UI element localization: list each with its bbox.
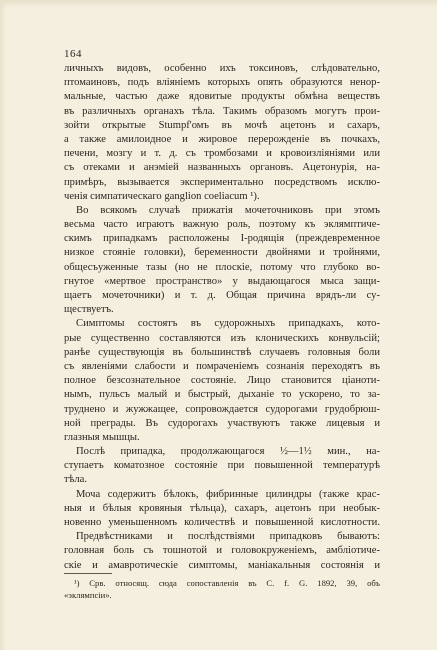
text-line: нымъ, пульсъ малый и быстрый, дыханіе то ускорено, то за- [64, 389, 380, 401]
footnote-line: «эклямпсіи». [64, 589, 112, 600]
text-line: Предвѣстниками и послѣдствіями припадковъ бываютъ: [76, 531, 380, 543]
text-line: низкое стояніе головки), беременности двойнями и тройнями, [64, 247, 380, 259]
text-line: ныя и бѣлыя кровяныя тѣльца), сахаръ, ацетонъ при необык- [64, 502, 380, 514]
text-line: личныхъ видовъ, особенно ихъ токсиновъ, слѣдовательно, [64, 63, 380, 74]
text-line: труднено и жужжащее, сопровождается судорогами грудобрюш- [64, 403, 380, 415]
text-line: Моча содержитъ бѣлокъ, фибринные цилиндры (также крас- [76, 488, 380, 500]
text-line: головная боль съ тошнотой и головокруженіемъ, амбліотиче- [64, 545, 380, 557]
text-line: ранѣе существующія въ большинствѣ случаевъ головныя боли [64, 346, 380, 358]
text-line: Послѣ припадка, продолжающагося ½—1½ мин., на- [76, 446, 380, 458]
page-edge-shadow [0, 0, 437, 8]
text-line: новенно уменьшенномъ количествѣ и повышенной кислотности. [64, 517, 380, 528]
text-line: скимъ припадкамъ расположены І-родящія (преждевременное [64, 233, 380, 245]
text-line: ной преграды. Въ судорогахъ участвуютъ также лицевыя и [64, 417, 380, 429]
text-line: скіе и амавротическіе симптомы, маніакальныя состоянія и [64, 559, 380, 571]
text-line: рые существенно составляются изъ клоническихъ конвульсій; [64, 332, 380, 344]
text-line: общесъуженные тазы (но не плоскіе, потому что глубоко во- [64, 261, 380, 273]
body-text [64, 62, 380, 573]
text-line: съ отеками и анэміей названныхъ органовъ. Ацетонурія, на- [64, 162, 380, 174]
page-binding-shadow [0, 0, 6, 650]
footnote-divider [64, 573, 112, 574]
text-line: гнутое «мертвое пространство» у выдающагося мыса защи- [64, 275, 380, 287]
text-line: весьма часто играютъ важную роль, поэтому къ эклямптиче- [64, 219, 380, 231]
footnote-line: ¹) Срв. относящ. сюда сопоставленія въ C. f. G. 1892, 39, объ [74, 578, 380, 588]
text-line: печени, мозгу и т. д. съ тромбозами и кровоизліяніями или [64, 148, 380, 160]
text-line: въ различныхъ органахъ тѣла. Такимъ образомъ могутъ прои- [64, 105, 380, 117]
text-line: зойти открытые Stumpf'омъ въ мочѣ ацетонъ и сахаръ, [64, 119, 380, 131]
page-number: 164 [64, 48, 82, 60]
text-line: птомаиновъ, подъ вліяніемъ которыхъ опять образуются ненор- [64, 77, 380, 89]
text-line: тѣла. [64, 474, 88, 486]
text-line: глазныя мышцы. [64, 431, 140, 443]
text-line: съ явленіями слабости и помраченіемъ сознанія переходятъ въ [64, 360, 380, 372]
text-line: Симптомы состоятъ въ судорожныхъ припадкахъ, кото- [76, 318, 380, 330]
footnote [64, 578, 380, 601]
text-line: щаетъ мочеточники) и т. д. Общая причина врядъ-ли су- [64, 290, 380, 301]
text-line: Во всякомъ случаѣ прижатія мочеточниковъ при этомъ [76, 204, 380, 216]
text-line: полное безсознательное состояніе. Лицо становится ціаноти- [64, 375, 380, 387]
text-line: примѣръ, вызывается экспериментально посредствомъ исклю- [64, 176, 380, 188]
text-line: а также амилоидное и жировое перерожденіе въ почкахъ, [64, 133, 380, 145]
text-line: мальные, частью даже ядовитые продукты обмѣна веществъ [64, 91, 380, 103]
text-line: ченія симпатическаго ganglion coeliacum ¹). [64, 190, 260, 202]
text-line: ступаетъ коматозное состояніе при повышенной температурѣ [64, 460, 380, 472]
text-line: ществуетъ. [64, 304, 114, 316]
